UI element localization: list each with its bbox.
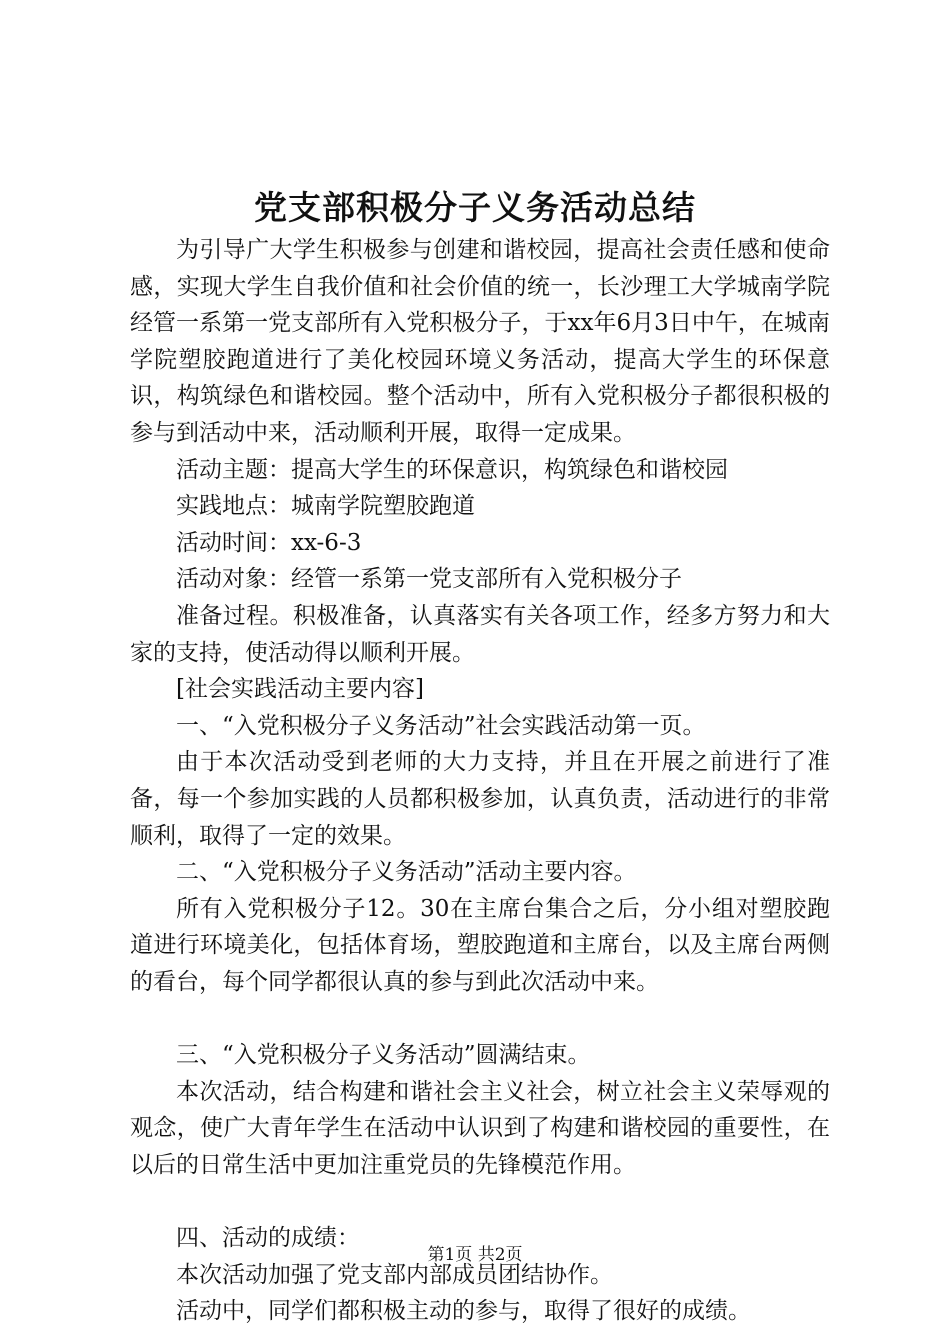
paragraph-theme: 活动主题：提高大学生的环保意识，构筑绿色和谐校园 — [176, 456, 728, 483]
paragraph-heading-three: 三、“入党积极分子义务活动”圆满结束。 — [176, 1042, 591, 1069]
document-title: 党支部积极分子义务活动总结 — [254, 188, 696, 227]
paragraph-participants: 活动对象：经管一系第一党支部所有入党积极分子 — [176, 566, 682, 593]
paragraph-result-two: 活动中，同学们都积极主动的参与，取得了很好的成绩。 — [176, 1298, 751, 1325]
paragraph-heading-four: 四、活动的成绩： — [176, 1225, 360, 1252]
paragraph-significance: 本次活动，结合构建和谐社会主义社会，树立社会主义荣辱观的观念，使广大青年学生在活动中认识到了构建和谐校园的重要性，在以后的日常生活中更加注重党员的先锋模范作用。 — [130, 1078, 830, 1178]
document-body — [130, 232, 830, 1330]
paragraph-spacer — [130, 1183, 830, 1220]
paragraph-section-heading: [社会实践活动主要内容] — [176, 676, 424, 703]
paragraph-time: 活动时间：xx-6-3 — [176, 529, 362, 556]
page-number-footer: 第1页 共2页 — [427, 1245, 523, 1265]
paragraph-preparation: 准备过程。积极准备，认真落实有关各项工作，经多方努力和大家的支持，使活动得以顺利开展。 — [130, 602, 830, 666]
paragraph-spacer — [130, 1000, 830, 1037]
paragraph-heading-two: 二、“入党积极分子义务活动”活动主要内容。 — [176, 859, 637, 886]
paragraph-heading-one: 一、“入党积极分子义务活动”社会实践活动第一页。 — [176, 712, 706, 739]
paragraph-result-one: 本次活动加强了党支部内部成员团结协作。 — [176, 1261, 613, 1288]
paragraph-intro: 为引导广大学生积极参与创建和谐校园，提高社会责任感和使命感，实现大学生自我价值和社会价值的统一，长沙理工大学城南学院经管一系第一党支部所有入党积极分子，于xx年6月3日中午，在城南学院塑胶跑道进行了美化校园环境义务活动，提高大学生的环保意识，构筑绿色和谐校园。整个活动中，所有入党积极分子都很积极的参与到活动中来，活动顺利开展，取得一定成果。 — [130, 237, 830, 446]
paragraph-activity-content: 所有入党积极分子12。30在主席台集合之后，分小组对塑胶跑道进行环境美化，包括体育场，塑胶跑道和主席台，以及主席台两侧的看台，每个同学都很认真的参与到此次活动中来。 — [130, 895, 830, 995]
paragraph-support: 由于本次活动受到老师的大力支持，并且在开展之前进行了准备，每一个参加实践的人员都积极参加，认真负责，活动进行的非常顺利，取得了一定的效果。 — [130, 749, 830, 849]
paragraph-location: 实践地点：城南学院塑胶跑道 — [176, 493, 475, 520]
